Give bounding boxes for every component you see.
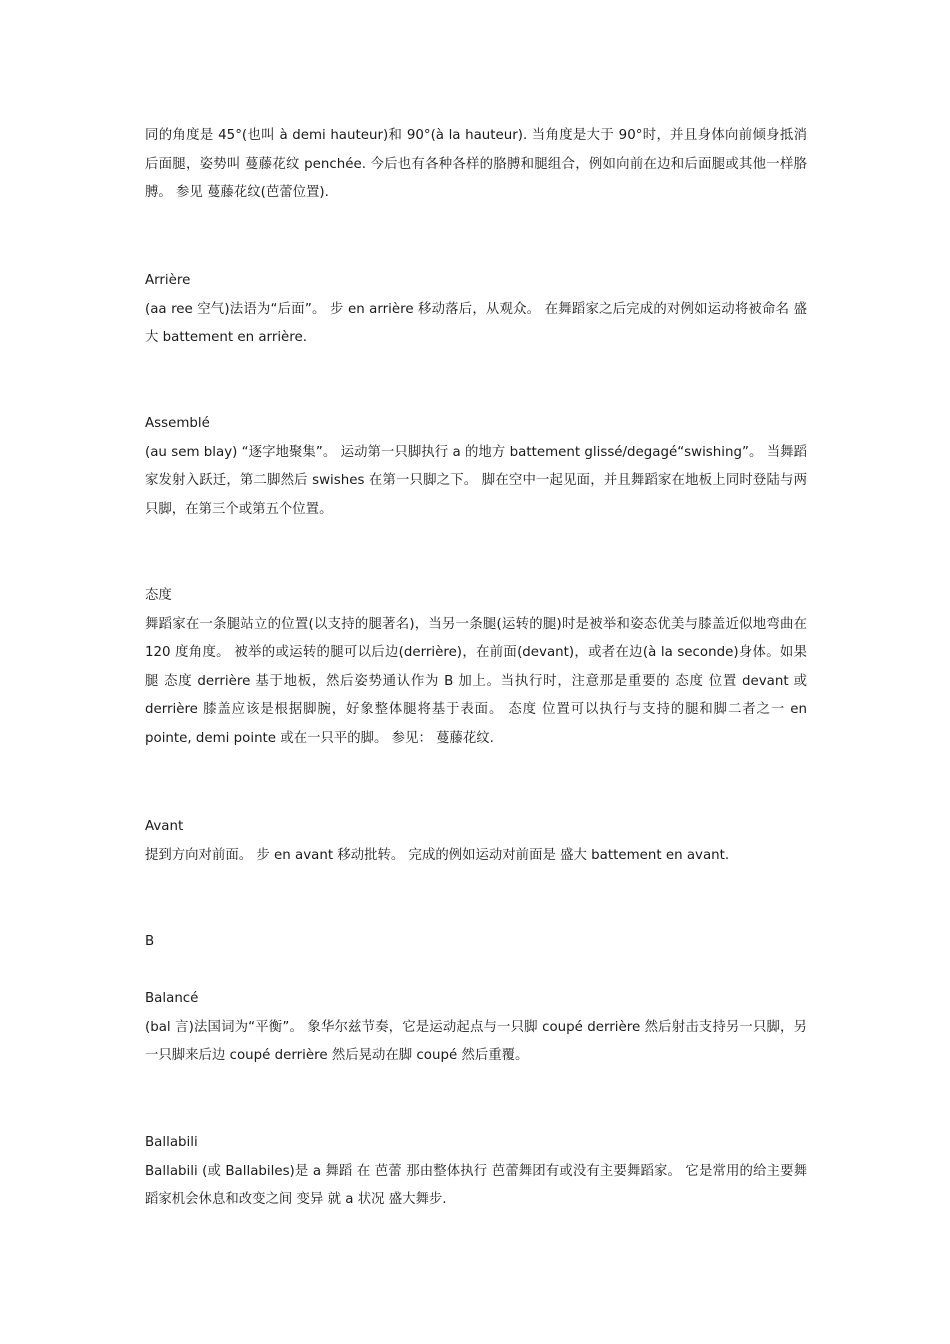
entry-term: 态度 [145, 588, 172, 603]
section-letter: B [145, 934, 155, 949]
entry-definition: (aa ree 空气)法语为“后面”。 步 en arrière 移动落后，从观众。 在舞蹈家之后完成的对例如运动将被命名 盛大 battement en arrière. [145, 301, 807, 345]
entry-term: Avant [145, 819, 184, 834]
entry-definition: 舞蹈家在一条腿站立的位置(以支持的腿著名)，当另一条腿(运转的腿)时是被举和姿态优美与膝盖近似地弯曲在 120 度角度。 被举的或运转的腿可以后边(derrière)，在前面(devant)，或者在边(à la seconde)身体。如果腿 态度 derrière 基于地板，然后姿势通认作为 B 加上。当执行时，注意那是重要的 态度 位置 devant 或 derrière 膝盖应该是根据脚腕，好象整体腿将基于表面。 态度 位置可以执行与支持的腿和脚二者之一 en pointe, demi pointe 或在一只平的脚。 参见： 蔓藤花纹. [145, 616, 807, 746]
intro-block [145, 122, 807, 208]
entry-balance [145, 985, 807, 1071]
entry-term: Assemblé [145, 416, 210, 431]
entry-definition: Ballabili (或 Ballabiles)是 a 舞蹈 在 芭蕾 那由整体执行 芭蕾舞团有或没有主要舞蹈家。 它是常用的给主要舞蹈家机会休息和改变之间 变异 就 a 状况 盛大舞步. [145, 1163, 807, 1207]
entry-definition: 提到方向对前面。 步 en avant 移动批转。 完成的例如运动对前面是 盛大 battement en avant. [145, 847, 730, 863]
intro-paragraph: 同的角度是 45°(也叫 à demi hauteur)和 90°(à la hauteur). 当角度是大于 90°时，并且身体向前倾身抵消后面腿，姿势叫 蔓藤花纹 penchée. 今后也有各种各样的胳膊和腿组合，例如向前在边和后面腿或其他一样胳膊。 参见 蔓藤花纹(芭蕾位置). [145, 128, 807, 200]
entry-definition: (au sem blay) “逐字地聚集”。 运动第一只脚执行 a 的地方 battement glissé/degagé“swishing”。 当舞蹈家发射入跃迁，第二脚然后 swishes 在第一只脚之下。 脚在空中一起见面，并且舞蹈家在地板上同时登陆与两只脚，在第三个或第五个位置。 [145, 444, 807, 517]
entry-term: Arrière [145, 273, 191, 288]
entry-ballabili [145, 1129, 807, 1215]
entry-arriere [145, 267, 807, 353]
entry-term: Balancé [145, 991, 199, 1006]
section-letter-block [145, 928, 807, 957]
entry-avant [145, 813, 807, 870]
entry-attitude [145, 582, 807, 753]
entry-definition: (bal 言)法国词为“平衡”。 象华尔兹节奏，它是运动起点与一只脚 coupé derrière 然后射击支持另一只脚，另一只脚来后边 coupé derrière 然后晃动在脚 coupé 然后重覆。 [145, 1019, 807, 1063]
entry-term: Ballabili [145, 1135, 198, 1150]
entry-assemble [145, 410, 807, 524]
